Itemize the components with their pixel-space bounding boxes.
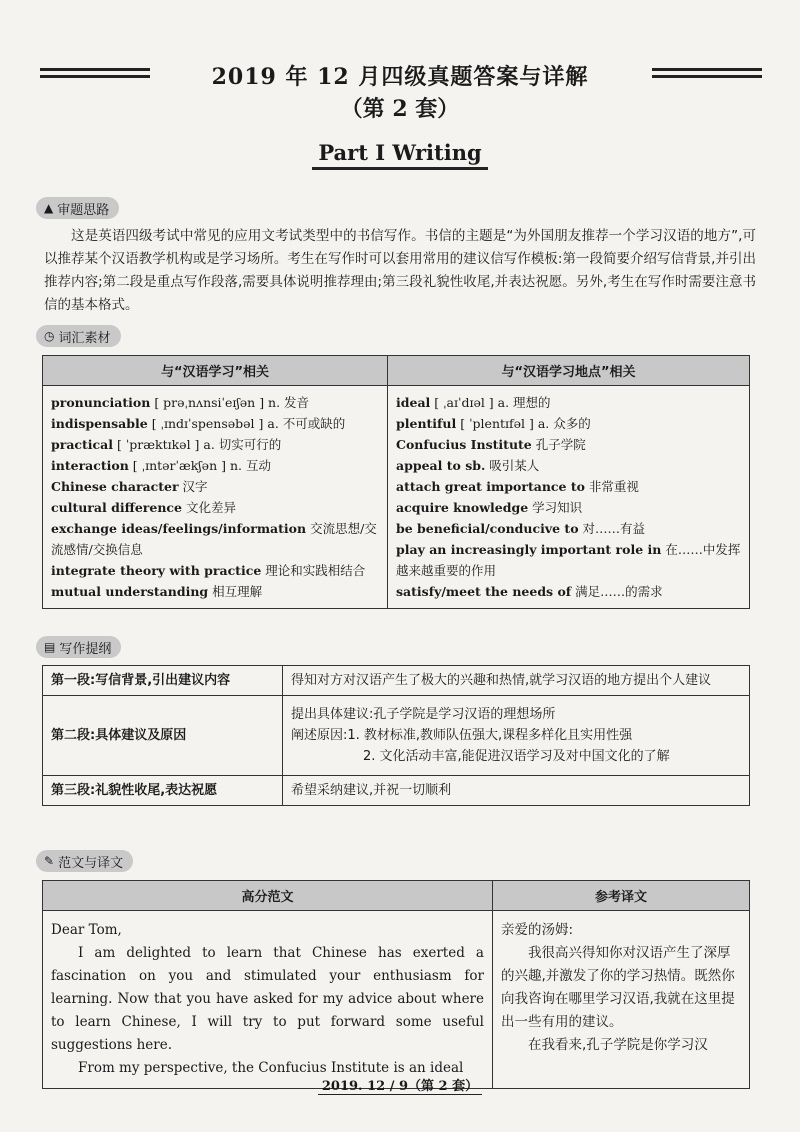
vocab-item: indispensable [ ˌɪndɪˈspensəbəl ] a. 不可或缺的: [51, 416, 346, 431]
vocab-item: pronunciation [ prəˌnʌnsiˈeɪʃən ] n. 发音: [51, 395, 310, 410]
vocab-item: play an increasingly important role in 在……中发挥越来越重要的作用: [396, 542, 741, 578]
translation-greeting: 亲爱的汤姆:: [501, 922, 574, 938]
page-title: 2019 年 12 月四级真题答案与详解: [211, 64, 589, 90]
section-tag-analysis: [36, 197, 119, 219]
outline-content: 提出具体建议:孔子学院是学习汉语的理想场所 阐述原因:1. 教材标准,教师队伍强大,课程多样化且实用性强 2. 文化活动丰富,能促进汉语学习及对中国文化的了解: [283, 696, 750, 776]
vocab-item: mutual understanding 相互理解: [51, 584, 263, 599]
essay-paragraph: From my perspective, the Confucius Institute is an ideal: [78, 1060, 464, 1076]
vocab-item: be beneficial/conducive to 对……有益: [396, 521, 646, 536]
vocab-item: satisfy/meet the needs of 满足……的需求: [396, 584, 663, 599]
analysis-paragraph: 这是英语四级考试中常见的应用文考试类型中的书信写作。书信的主题是“为外国朋友推荐一个学习汉语的地方”,可以推荐某个汉语教学机构或是学习场所。考生在写作时可以套用常用的建议信写作模板:第一段简要介绍写信背景,并引出推荐内容;第二段是重点写作段落,需要具体说明推荐理由;第三段礼貌性收尾,并表达祝愿。另外,考生在写作时需要注意书信的基本格式。: [44, 228, 756, 313]
outline-content: 得知对方对汉语产生了极大的兴趣和热情,就学习汉语的地方提出个人建议: [283, 666, 750, 696]
vocab-item: integrate theory with practice 理论和实践相结合: [51, 563, 366, 578]
vocab-item: attach great importance to 非常重视: [396, 479, 639, 494]
vocab-header-right: 与“汉语学习地点”相关: [388, 356, 750, 386]
vocab-item: acquire knowledge 学习知识: [396, 500, 583, 515]
vocab-right-cell: [388, 386, 750, 609]
vocab-item: exchange ideas/feelings/information 交流思想/交流感情/交换信息: [51, 521, 377, 557]
section-label: 词汇素材: [58, 330, 111, 346]
sample-essay: [43, 911, 493, 1089]
vocab-item: appeal to sb. 吸引某人: [396, 458, 540, 473]
page-subtitle: （第 2 套）: [340, 96, 460, 122]
mountain-icon: ▲: [44, 201, 54, 215]
outline-row: [43, 666, 750, 696]
vocab-left-cell: [43, 386, 388, 609]
section-tag-sample: [36, 850, 133, 872]
section-tag-vocab: [36, 325, 121, 347]
vocab-item: Chinese character 汉字: [51, 479, 208, 494]
outline-table: [42, 665, 750, 806]
outline-label: 第一段:写信背景,引出建议内容: [43, 666, 283, 696]
outline-label: 第三段:礼貌性收尾,表达祝愿: [43, 776, 283, 806]
section-label: 范文与译文: [58, 855, 124, 871]
sample-header-left: 高分范文: [43, 881, 493, 911]
sample-header-right: 参考译文: [493, 881, 750, 911]
outline-row: [43, 696, 750, 776]
essay-greeting: Dear Tom,: [51, 922, 122, 938]
page-footer: 2019. 12 / 9（第 2 套）: [318, 1079, 482, 1095]
notebook-icon: ▤: [44, 640, 56, 654]
essay-paragraph: I am delighted to learn that Chinese has exerted a fascination on you and stimulated your enthusiasm for learning. Now that you have asked for my advice about where to learn Chinese, I will try to put forward some useful suggestions here.: [51, 945, 484, 1053]
translation-paragraph: 在我看来,孔子学院是你学习汉: [528, 1037, 708, 1053]
sample-translation: [493, 911, 750, 1089]
pen-icon: ✎: [44, 854, 55, 868]
vocab-item: cultural difference 文化差异: [51, 500, 236, 515]
clock-icon: ◷: [44, 329, 55, 343]
section-tag-outline: [36, 636, 121, 658]
translation-paragraph: 我很高兴得知你对汉语产生了深厚的兴趣,并激发了你的学习热情。既然你向我咨询在哪里学习汉语,我就在这里提出一些有用的建议。: [501, 945, 735, 1030]
part-heading: Part I Writing: [312, 140, 487, 170]
vocab-item: interaction [ ˌɪntərˈækʃən ] n. 互动: [51, 458, 271, 473]
outline-content: 希望采纳建议,并祝一切顺利: [283, 776, 750, 806]
vocab-item: Confucius Institute 孔子学院: [396, 437, 586, 452]
vocab-item: practical [ ˈpræktɪkəl ] a. 切实可行的: [51, 437, 282, 452]
vocab-header-left: 与“汉语学习”相关: [43, 356, 388, 386]
section-label: 写作提纲: [59, 641, 112, 657]
vocab-item: plentiful [ ˈplentɪfəl ] a. 众多的: [396, 416, 591, 431]
vocab-item: ideal [ ˌaɪˈdɪəl ] a. 理想的: [396, 395, 551, 410]
section-label: 审题思路: [57, 202, 110, 218]
outline-label: 第二段:具体建议及原因: [43, 696, 283, 776]
sample-table: [42, 880, 750, 1089]
outline-row: [43, 776, 750, 806]
vocab-table: [42, 355, 750, 609]
